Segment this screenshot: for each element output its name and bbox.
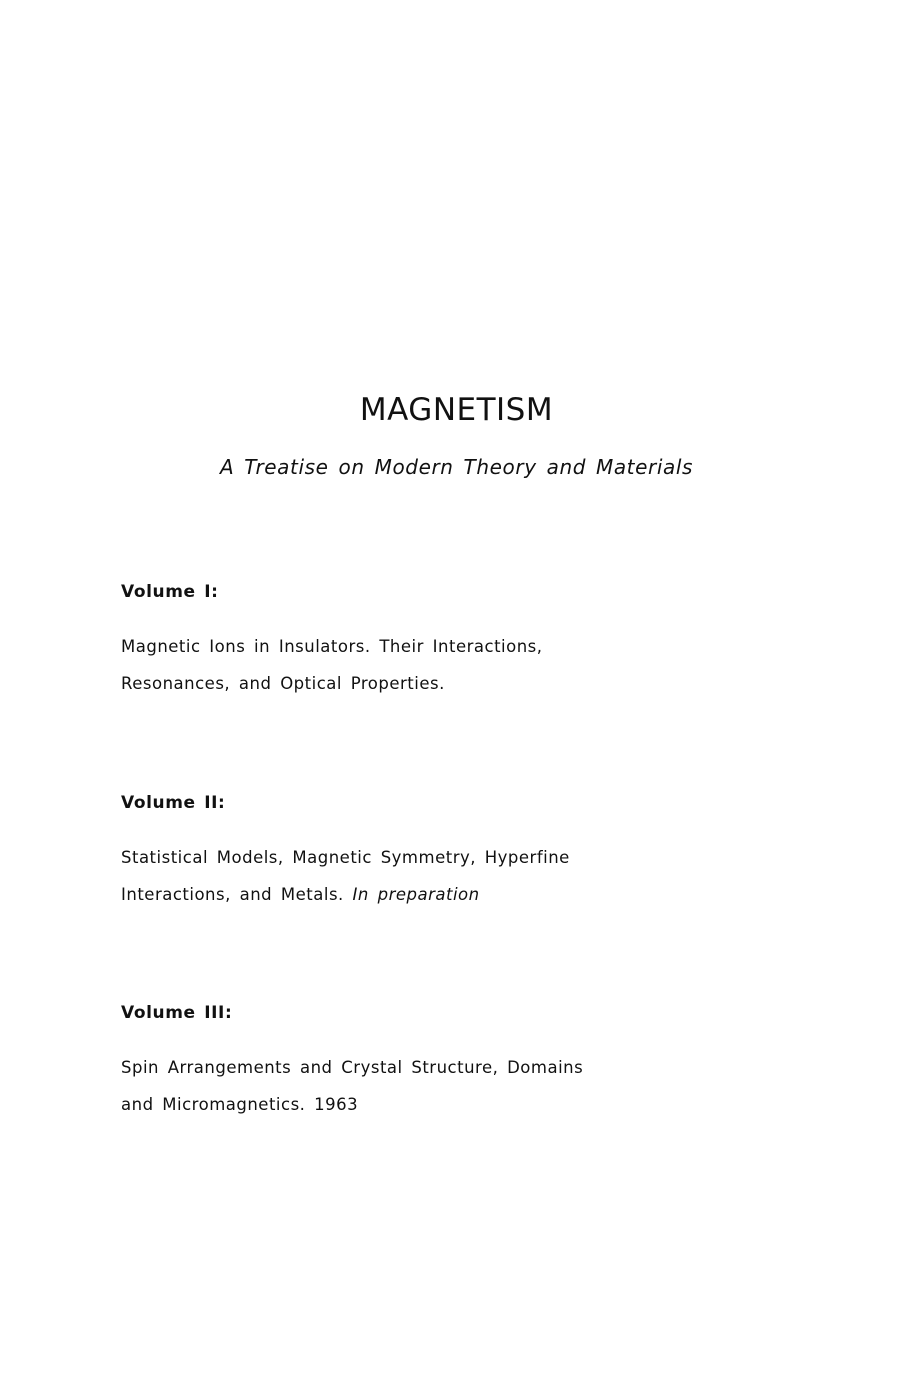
- series-subtitle: A Treatise on Modern Theory and Materials: [219, 455, 694, 479]
- volume-entry-2: [121, 790, 721, 913]
- volume-heading: Volume III:: [121, 1003, 233, 1023]
- volume-description-line-2: Interactions, and Metals.: [121, 885, 344, 904]
- volume-description-line-1: Magnetic Ions in Insulators. Their Interactions,: [121, 637, 543, 656]
- publication-status-note: In preparation: [352, 885, 480, 904]
- volume-description-line-2: Resonances, and Optical Properties.: [121, 674, 445, 693]
- volume-heading: Volume II:: [121, 793, 226, 813]
- volume-heading: Volume I:: [121, 582, 219, 602]
- volume-entry-1: [121, 579, 721, 702]
- series-title: MAGNETISM: [359, 392, 554, 428]
- volume-description: [121, 839, 721, 913]
- volume-description-line-2: and Micromagnetics. 1963: [121, 1095, 359, 1114]
- volume-description: [121, 1049, 721, 1123]
- volume-description-line-1: Spin Arrangements and Crystal Structure, Domains: [121, 1058, 584, 1077]
- volume-description-line-1: Statistical Models, Magnetic Symmetry, Hyperfine: [121, 848, 570, 867]
- volume-description: [121, 628, 721, 702]
- volume-entry-3: [121, 1000, 721, 1123]
